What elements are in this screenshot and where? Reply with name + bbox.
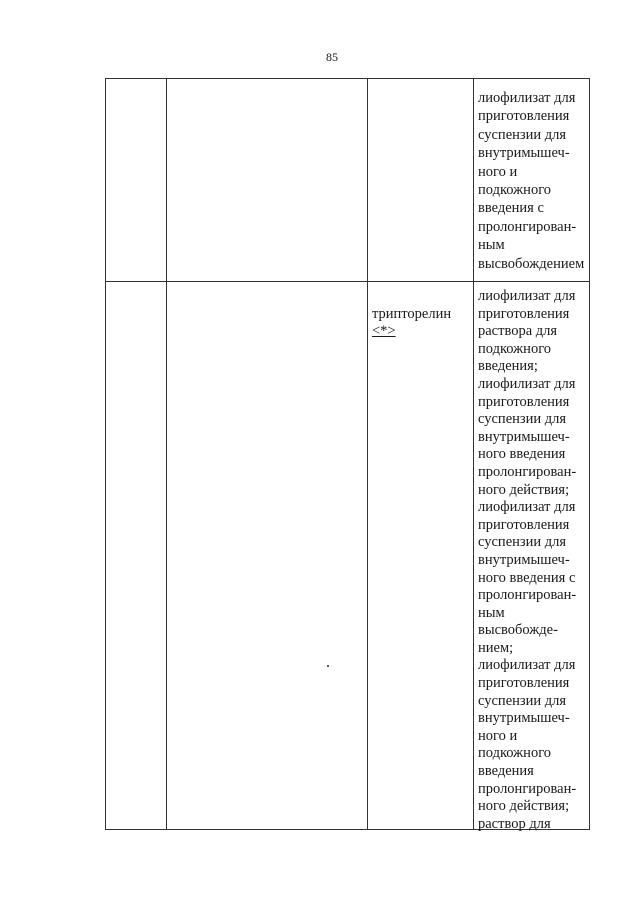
page-number: 85 bbox=[326, 50, 338, 64]
column-divider bbox=[473, 79, 474, 829]
drug-name: трипторелин bbox=[372, 305, 452, 322]
dosage-forms-cell: лиофилизат для приготовления суспензии для внутримышеч- ного и подкожного введения с пролонгирован- ным высвобождением bbox=[478, 90, 585, 272]
row-divider bbox=[106, 281, 589, 282]
drug-table bbox=[105, 78, 590, 830]
scan-speck bbox=[327, 665, 329, 667]
drug-name-cell bbox=[372, 288, 451, 358]
dosage-forms-cell: лиофилизат для приготовления раствора для подкожного введения; лиофилизат для приготовления суспензии для внутримышеч- ного введения пролонгирован- ного действия; лиофилизат для приготовления суспензии для внутримышеч- ного введения с пролонгирован- ным высвобожде- нием; лиофилизат для приготовления суспензии для внутримышеч- ного и подкожного введения пролонгирован- ного действия; раствор для bbox=[478, 288, 577, 832]
column-divider bbox=[367, 79, 368, 829]
footnote-link[interactable]: <*> bbox=[372, 323, 396, 340]
column-divider bbox=[166, 79, 167, 829]
